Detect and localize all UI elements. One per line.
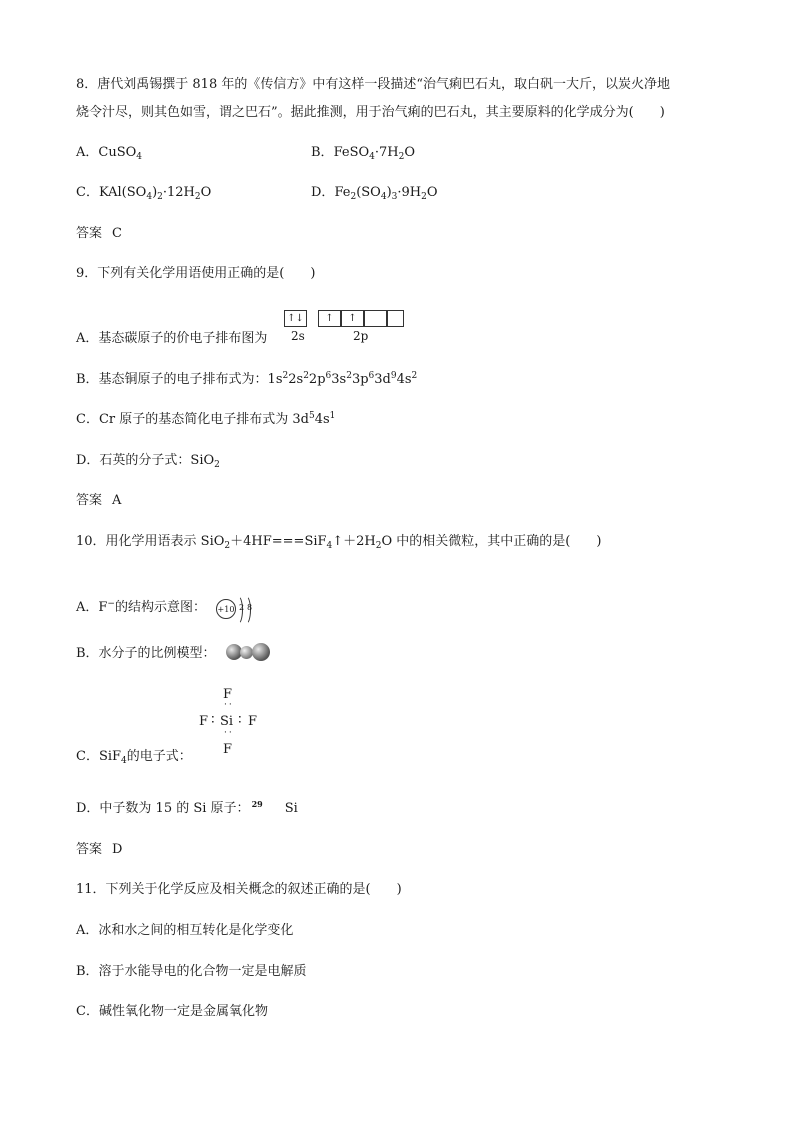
q8-option-d: D．$Fe_2(SO_4)_3\cdot 9H_2O$	[311, 185, 438, 202]
edot-si-center: Si	[220, 714, 234, 729]
orbital-box-2p-2: ↑	[341, 310, 364, 327]
atom-nucleus: +10	[216, 599, 236, 619]
q8-option-a: A．CuSO$_4$	[76, 145, 143, 162]
q9-option-d: D．石英的分子式：SiO$_2$	[76, 453, 220, 470]
q8-option-b: B．$FeSO_4\cdot 7H_2O$	[311, 145, 416, 162]
edot-dots-left: ∶	[211, 712, 215, 728]
shell-1-count: 2	[239, 603, 245, 612]
q9-answer: 答案 A	[76, 493, 122, 508]
q10-stem: 10．用化学用语表示 $SiO_2+4HF===SiF_4↑+2H_2O$ 中的相关微粒，其中正确的是( )	[76, 534, 602, 551]
mass-number: 29	[251, 799, 263, 809]
edot-dots-bottom: ··	[224, 728, 234, 738]
orbital-box-2p-4	[387, 310, 404, 327]
fluoride-structure-diagram	[212, 595, 262, 625]
q10-answer: 答案 D	[76, 842, 123, 857]
q9-option-c: C．Cr 原子的基态简化电子排布式为 $3d^54s^1$	[76, 411, 336, 427]
q8-stem-line2: 烧令汁尽，则其色如雪，谓之巴石”。据此推测，用于治气痢的巴石丸，其主要原料的化学成分为( )	[76, 105, 665, 120]
orbital-box-2s: ↑↓	[284, 310, 307, 327]
orbital-label-2s: 2s	[291, 329, 305, 343]
q8-option-c: C．$KAl(SO_4)_2\cdot 12H_2O$	[76, 185, 212, 202]
q8-answer: 答案 C	[76, 226, 122, 241]
q11-option-a: A．冰和水之间的相互转化是化学变化	[76, 923, 294, 938]
edot-f-left: F	[199, 714, 209, 729]
q9-stem: 9．下列有关化学用语使用正确的是( )	[76, 266, 316, 281]
edot-dots-right: ∶	[238, 712, 242, 728]
q10-option-b: B．水分子的比例模型：	[76, 646, 216, 661]
q11-option-b: B．溶于水能导电的化合物一定是电解质	[76, 964, 307, 979]
q11-stem: 11．下列关于化学反应及相关概念的叙述正确的是( )	[76, 882, 402, 897]
edot-dots-top: ··	[224, 700, 234, 710]
water-space-filling-model	[226, 643, 274, 661]
edot-f-top: F	[223, 687, 233, 702]
q10-option-a: A．F−的结构示意图：	[76, 599, 206, 615]
q10-option-d: D．中子数为 15 的 Si 原子： $^{29}$ Si	[76, 799, 298, 816]
q8-stem-line1: 8．唐代刘禹锡撰于 818 年的《传信方》中有这样一段描述“治气痢巴石丸，取白矾一大斤，以炭火净地	[76, 77, 670, 92]
orbital-box-2p-3	[364, 310, 387, 327]
edot-f-bottom: F	[223, 742, 233, 757]
q9-option-a: A．基态碳原子的价电子排布图为	[76, 331, 268, 346]
element-symbol: Si	[284, 801, 298, 816]
hydrogen-atom-ball	[252, 643, 270, 661]
q10-option-c: C．SiF$_4$的电子式：	[76, 749, 192, 766]
shell-2-count: 8	[247, 603, 253, 612]
orbital-label-2p: 2p	[353, 329, 369, 343]
edot-f-right: F	[248, 714, 258, 729]
orbital-box-2p-1: ↑	[318, 310, 341, 327]
q9-option-b: B．基态铜原子的电子排布式为：$1s^22s^22p^63s^23p^63d^94s^2$	[76, 371, 418, 387]
q11-option-c: C．碱性氧化物一定是金属氧化物	[76, 1004, 268, 1019]
